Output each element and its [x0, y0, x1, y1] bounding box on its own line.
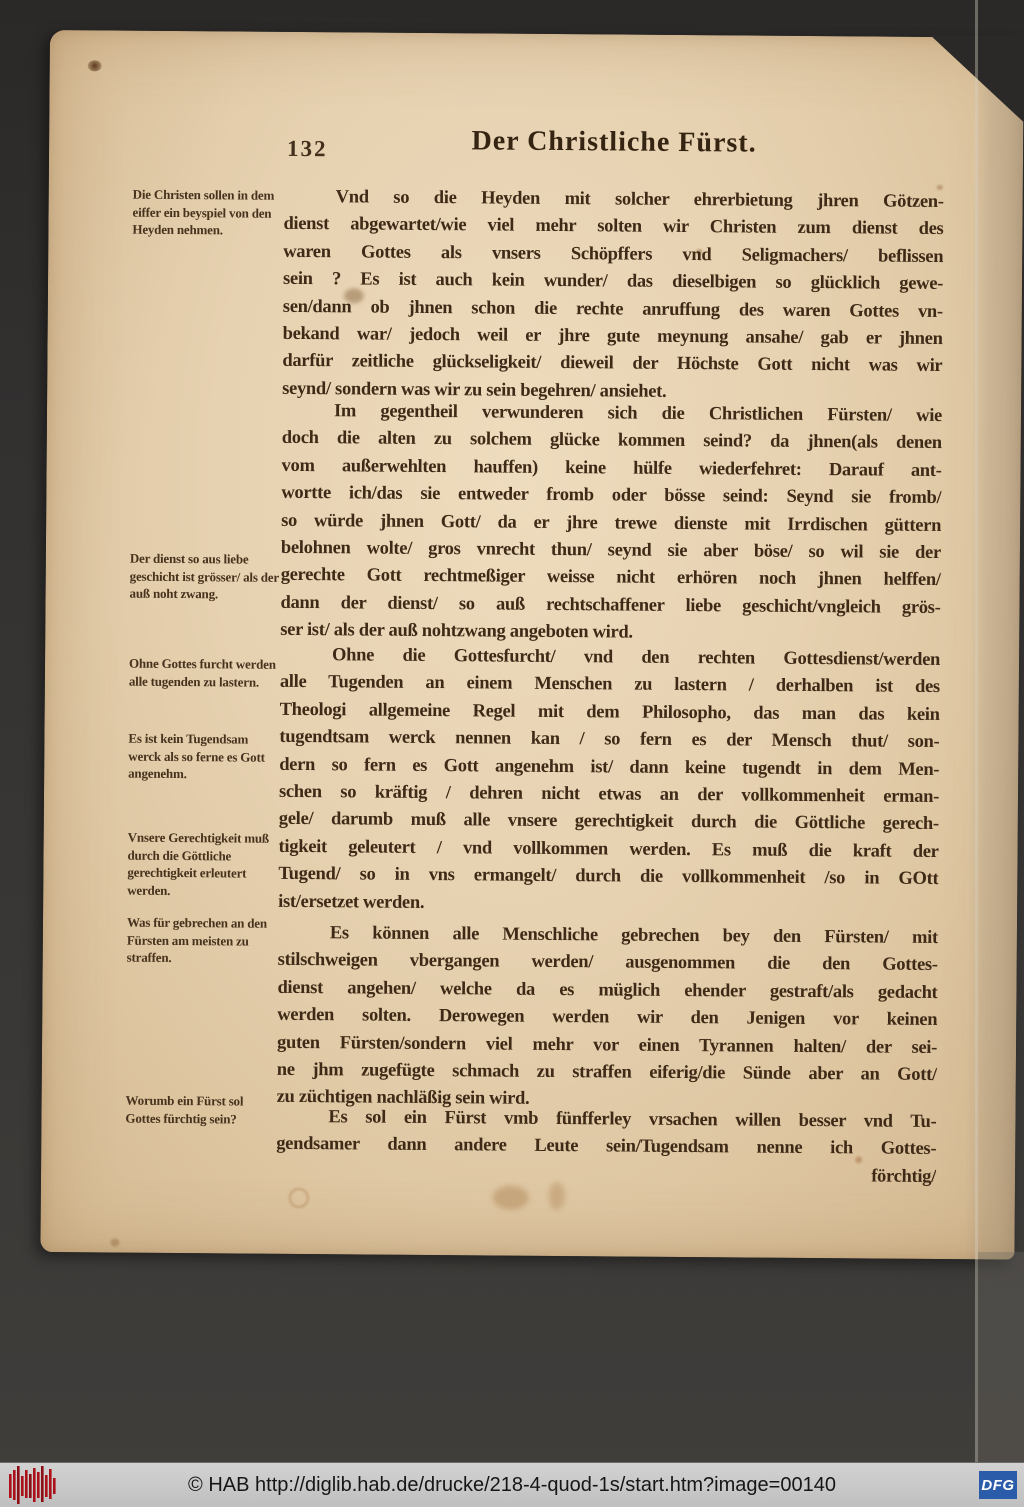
book-page-scan — [40, 30, 1024, 1260]
text-line: ser ist/ als der auß nohtzwang angeboten wird. — [280, 619, 633, 643]
adjacent-page-edge — [964, 37, 1024, 1259]
paper-stain — [110, 1239, 119, 1247]
text-line: werden solten. Derowegen werden wir den Jenigen vor keinen — [277, 1004, 938, 1031]
margin-note: Es ist kein Tugendsam werck als so ferne es Gott angenehm. — [128, 730, 265, 782]
margin-note: Worumb ein Fürst sol Gottes fürchtig sein? — [125, 1092, 244, 1126]
paper-stain — [289, 1188, 309, 1208]
margin-note: Was für gebrechen an den Fürsten am meisten zu straffen. — [126, 914, 267, 965]
text-line: ne jhm zugefügte schmach zu straffen eiferig/die Sünde aber an Gott/ — [276, 1059, 937, 1085]
text-line: zu züchtigen nachläßig sein wird. — [276, 1087, 530, 1110]
text-line: Ohne die Gottesfurcht/ vnd den rechten Gottesdienst/werden — [332, 645, 941, 671]
text-line: tugendtsam werck nennen kan / so fern es der Mensch thut/ son- — [279, 726, 940, 753]
text-line: ist/ersetzet werden. — [278, 891, 425, 913]
text-line: sen/dann ob jhnen schon die rechte anruffung des waren Gottes vn- — [282, 296, 943, 322]
hab-logo-icon — [8, 1466, 60, 1504]
margin-note: Der dienst so aus liebe geschicht ist grösser/ als der auß noht zwang. — [129, 550, 279, 602]
text-line: gele/ darumb muß alle vnsere gerechtigkeit durch die Göttliche gerech- — [278, 809, 939, 835]
text-line: bekand war/ jedoch weil er jhre gute meynung ansahe/ gab er jhnen — [282, 323, 943, 349]
text-line: Tugend/ so in vns ermangelt/ durch die vollkommenheit /so in GOtt — [278, 863, 939, 890]
text-line: alle Tugenden an einem Menschen zu lastern / derhalben ist des — [279, 672, 940, 698]
text-line: gerechte Gott rechtmeßiger weisse nicht erhören noch jhnen helffen/ — [280, 565, 941, 591]
text-line: belohnen wolte/ gros vnrecht thun/ seynd sie aber böse/ so wil sie der — [280, 537, 941, 563]
body-paragraph — [282, 184, 944, 408]
page-number: 132 — [286, 135, 328, 162]
margin-note: Vnsere Gerechtigkeit muß durch die Göttliche gerechtigkeit erleutert werden. — [127, 829, 270, 898]
text-line: stilschweigen vbergangen werden/ ausgenommen die den Gottes- — [277, 950, 938, 976]
film-edge-line — [975, 0, 978, 1462]
text-line: waren Gottes als vnsers Schöpffers vnd Seligmachers/ beflissen — [283, 241, 944, 267]
paper-stain — [493, 1186, 529, 1210]
text-line: wortte ich/das sie entweder fromb oder bösse seind: Seynd sie fromb/ — [281, 483, 942, 509]
text-line: dann der dienst/ so auß rechtschaffener liebe geschicht/vngleich grös- — [280, 592, 941, 618]
body-paragraph — [278, 642, 940, 921]
text-line: Vnd so die Heyden mit solcher ehrerbietung jhren Götzen- — [335, 187, 944, 213]
body-paragraph — [277, 920, 938, 1117]
margin-note: Die Christen sollen in dem eiffer ein beyspiel von den Heyden nehmen. — [132, 186, 275, 238]
ink-blot — [88, 60, 102, 71]
text-line: gendsamer dann andere Leute sein/Tugendsam nenne ich Gottes- — [276, 1134, 937, 1160]
text-line: schen so kräftig / dehren nicht etwas an der vollkommenheit erman- — [278, 781, 940, 807]
dfg-logo-icon: DFG — [979, 1471, 1017, 1499]
text-line: Im gegentheil verwunderen sich die Christlichen Fürsten/ wie — [333, 401, 943, 427]
viewer-footer — [0, 1462, 1024, 1507]
catchword-line: förchtig/ — [871, 1166, 937, 1187]
text-line: dienst angehen/ welche da es müglich ehender gestraft/als gedacht — [277, 977, 938, 1003]
footer-copyright-url: © HAB http://diglib.hab.de/drucke/218-4-quod-1s/start.htm?image=00140 — [188, 1473, 836, 1496]
text-line: darfür zeitliche glückseligkeit/ dieweil der Höchste Gott nicht was wir — [282, 351, 943, 377]
running-title: Der Christliche Fürst. — [471, 125, 757, 159]
text-line: tigkeit geleutert / vnd vollkommen werden. Es muß die kraft der — [278, 836, 939, 862]
text-line: dienst abgewartet/wie viel mehr solten wir Christen zum dienst des — [283, 214, 944, 240]
margin-note: Ohne Gottes furcht werden alle tugenden zu lastern. — [128, 655, 276, 690]
text-line: dern so fern es Gott angenehm ist/ dann keine tugendt in dem Men- — [279, 754, 940, 780]
text-line: Es können alle Menschliche gebrechen bey den Fürsten/ mit — [329, 923, 938, 949]
film-edge-shading — [978, 1252, 1024, 1462]
text-line: doch die alten zu solchem glücke kommen seind? da jhnen(als denen — [281, 428, 942, 454]
text-line: guten Fürsten/sondern viel mehr vor einen Tyrannen halten/ der sei- — [276, 1032, 938, 1058]
body-paragraph — [280, 398, 942, 650]
text-line: seynd/ sondern was wir zu sein begehren/ ansiehet. — [282, 378, 667, 402]
text-line: so würde jhnen Gott/ da er jhre trewe dienste mit Irrdischen güttern — [281, 510, 942, 536]
text-line: Theologi allgemeine Regel mit dem Philosopho, das man das kein — [279, 699, 940, 725]
body-paragraph — [276, 1104, 937, 1191]
text-line: sein ? Es ist auch kein wunder/ das dieselbigen so glücklich gewe- — [282, 269, 944, 295]
text-line: Es sol ein Fürst vmb fünfferley vrsachen willen besser vnd Tu- — [328, 1107, 937, 1132]
text-line: vom außerwehlten hauffen) keine hülfe wiederfehret: Darauf ant- — [281, 455, 942, 481]
